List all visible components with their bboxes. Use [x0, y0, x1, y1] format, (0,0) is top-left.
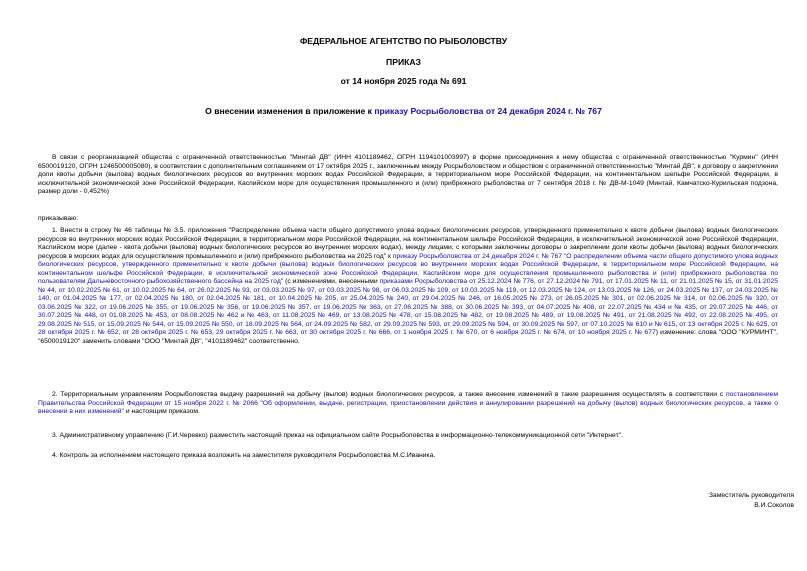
item-2 — [38, 391, 778, 417]
item-1 — [38, 227, 778, 346]
doc-title-link[interactable]: приказу Росрыболовства от 24 декабря 2024 г. № 767 — [374, 106, 602, 116]
item-1-order-link[interactable]: приказу Росрыболовства от 24 декабря 2024 г. № 767 "О распределении объема части общего допустимого улова водных биологических ресурсов, утвержденного применительно к квоте добычи (вылова) водных биологических ресурсов во внутренних морских водах Российской Федерации, в территориальном море Российской Федерации, на континентальном шельфе Российской Федерации, в исключительной экономической зоне Российской Федерации, Каспийском море для осуществления промышленного рыболовства и (или) прибрежного рыболовства по пользователям Дальневосточного рыбохозяйственного бассейна на 2025 год" — [38, 252, 779, 285]
signature-name: В.И.Соколов — [754, 502, 794, 509]
item-1-text-c: ) изменение: слова "ООО "КУРМИНТ", "6500019120" заменить словами "ООО "Минтай ДВ", "4101189462" соответственно. — [38, 329, 778, 345]
signature-position: Заместитель руководителя — [708, 492, 794, 499]
item-2-resolution-link[interactable]: постановлением Правительства Российской Федерации от 15 ноября 2022 г. № 2066 "Об оформлении, выдаче, регистрации, приостановлении действия и аннулировании разрешений на добычу (вылов) водных биологических ресурсов, а также о внесении в них изменений" — [38, 391, 778, 415]
item-4: 4. Контроль за исполнением настоящего приказа возложить на заместителя руководителя Росрыболовства М.С.Иваника. — [52, 452, 436, 459]
item-1-text-b: (с изменениями, внесенными — [283, 278, 380, 285]
intro-paragraph: В связи с реорганизацией общества с ограниченной ответственностью "Минтай ДВ" (ИНН 4101189462, ОГРН 1194101003997) в форме присоединения к нему общества с ограниченной ответственностью "Курмин" (ИНН 6500019120, ОГРН 1246500005080), в соответствии с дополнительным соглашением от 17 октября 2025 г., заключенным между Росрыболовством и обществом с ограниченной ответственностью "Минтай ДВ", к договору о закреплении доли квоты добычи (вылова) водных биологических ресурсов во внутренних морских водах Российской Федерации, в территориальном море Российской Федерации, на континентальном шельфе Российской Федерации, в исключительной экономической зоне Российской Федерации, Каспийском море для осуществления промышленного и (или) прибрежного рыболовства от 7 сентября 2018 г. № ДВ-М-1049 (Минтай, Камчатско-Курильская подзона, размер доли - 0,452%) — [38, 154, 778, 195]
item-2-text-b: и настоящим приказом. — [123, 408, 200, 415]
item-3: 3. Административному управлению (Г.И.Черевко) разместить настоящий приказ на официальном сайте Росрыболовства в информационно-телекоммуникационной сети "Интернет". — [52, 432, 623, 439]
item-2-text-a: 2. Территориальным управлениям Росрыболовства выдачу разрешений на добычу (вылов) водных биологических ресурсов, а также внесение изменений в такие разрешения осуществлять в соответствии с — [52, 391, 726, 398]
item-1-text-a: 1. Внести в строку № 46 таблицы № 3.5. приложения "Распределение объема части общего допустимого улова водных биологических ресурсов, утвержденного применительно к квоте добычи (вылова) водных биологических ресурсов во внутренних морских водах Российской Федерации, в территориальном море Российской Федерации, на континентальном шельфе Российской Федерации, в исключительной экономической зоне Российской Федерации, Каспийском море (далее - квота добычи (вылова) водных биологических ресурсов во внутренних морских водах), между лицами, с которыми заключены договоры о закреплении доли квоты добычи (вылова) водных биологических ресурсов в морских водах для осуществления промышленного и (или) прибрежного рыболовства на 2025 год" к — [38, 227, 778, 260]
doc-type: ПРИКАЗ — [386, 57, 421, 67]
order-word: приказываю: — [38, 215, 79, 222]
item-1-amendments-link[interactable]: приказами Росрыболовства от 25.12.2024 № 776, от 27.12.2024 № 791, от 17.01.2025 № 11, от 21.01.2025 № 15, от 31.01.2025 № 44, от 10.02.2025 № 61, от 10.02.2025 № 64, от 26.02.2025 № 93, от 03.03.2025 № 97, от 03.03.2025 № 98, от 06.03.2025 № 109, от 10.03.2025 № 119, от 12.03.2025 № 124, от 13.03.2025 № 126, от 24.03.2025 № 137, от 24.03.2025 № 140, от 01.04.2025 № 177, от 02.04.2025 № 180, от 02.04.2025 № 181, от 10.04.2025 № 205, от 25.04.2025 № 240, от 29.04.2025 № 246, от 16.05.2025 № 273, от 26.05.2025 № 301, от 02.06.2025 № 314, от 02.06.2025 № 320, от 03.06.2025 № 322, от 19.06.2025 № 355, от 19.06.2025 № 356, от 19.06.2025 № 357, от 19.06.2025 № 363, от 27.06.2025 № 388, от 30.06.2025 № 393, от 04.07.2025 № 408, от 22.07.2025 № 434 и № 435, от 29.07.2025 № 446, от 30.07.2025 № 448, от 01.08.2025 № 453, от 08.08.2025 № 462 и № 463, от 11.08.2025 № 469, от 13.08.2025 № 478, от 15.08.2025 № 482, от 19.08.2025 № 489, от 19.08.2025 № 491, от 21.08.2025 № 492, от 22.08.2025 № 495, от 29.08.2025 № 515, от 15.09.2025 № 544, от 15.09.2025 № 550, от 18.09.2025 № 564, от 24.09.2025 № 582, от 29.09.2025 № 593, от 29.09.2025 № 594, от 30.09.2025 № 597, от 07.10.2025 № 610 и № 615, от 13 октября 2025 г. № 625, от 28 октября 2025 г. № 652, от 28 октября 2025 г. № 653, 29 октября 2025 г. № 663, от 30 октября 2025 г. № 666, от 1 ноября 2025 г. № 670, от 6 ноября 2025 г. № 674, от 10 ноября 2025 г. № 677 — [38, 278, 778, 336]
doc-title-prefix: О внесении изменения в приложение к — [205, 106, 375, 116]
agency-name: ФЕДЕРАЛЬНОЕ АГЕНТСТВО ПО РЫБОЛОВСТВУ — [299, 36, 508, 46]
doc-date-number: от 14 ноября 2025 года № 691 — [340, 76, 467, 86]
doc-title — [0, 106, 807, 116]
